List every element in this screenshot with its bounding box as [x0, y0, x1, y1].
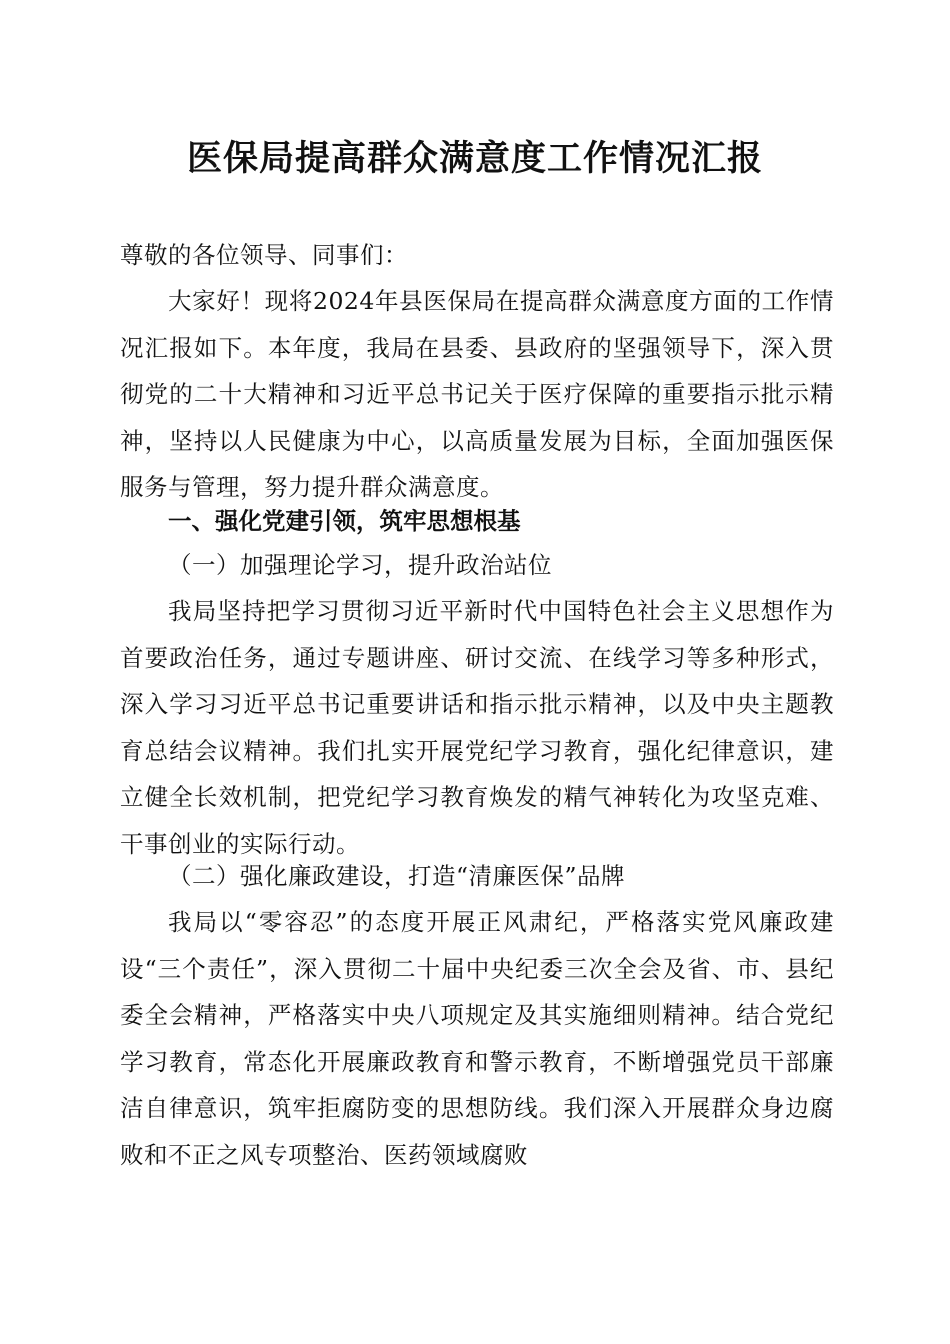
- document-title: 医保局提高群众满意度工作情况汇报: [186, 138, 763, 179]
- intro-paragraph: 大家好！现将2024年县医保局在提高群众满意度方面的工作情况汇报如下。本年度，我局在县委、县政府的坚强领导下，深入贯彻党的二十大精神和习近平总书记关于医疗保障的重要指示批示精神，坚持以人民健康为中心，以高质量发展为目标，全面加强医保服务与管理，努力提升群众满意度。: [120, 287, 834, 501]
- subsection-heading-1: （一）加强理论学习，提升政治站位: [168, 551, 552, 579]
- subsection-heading-2: （二）强化廉政建设，打造“清廉医保”品牌: [168, 862, 626, 890]
- salutation: 尊敬的各位领导、同事们：: [120, 241, 408, 269]
- section-heading-1: 一、强化党建引领，筑牢思想根基: [168, 507, 521, 535]
- subsection-2-paragraph: 我局以“零容忍”的态度开展正风肃纪，严格落实党风廉政建设“三个责任”，深入贯彻二十届中央纪委三次全会及省、市、县纪委全会精神，严格落实中央八项规定及其实施细则精神。结合党纪学习教育，常态化开展廉政教育和警示教育，不断增强党员干部廉洁自律意识，筑牢拒腐防变的思想防线。我们深入开展群众身边腐败和不正之风专项整治、医药领域腐败: [120, 908, 834, 1169]
- subsection-1-paragraph: 我局坚持把学习贯彻习近平新时代中国特色社会主义思想作为首要政治任务，通过专题讲座、研讨交流、在线学习等多种形式，深入学习习近平总书记重要讲话和指示批示精神，以及中央主题教育总结会议精神。我们扎实开展党纪学习教育，强化纪律意识，建立健全长效机制，把党纪学习教育焕发的精气神转化为攻坚克难、干事创业的实际行动。: [120, 597, 834, 858]
